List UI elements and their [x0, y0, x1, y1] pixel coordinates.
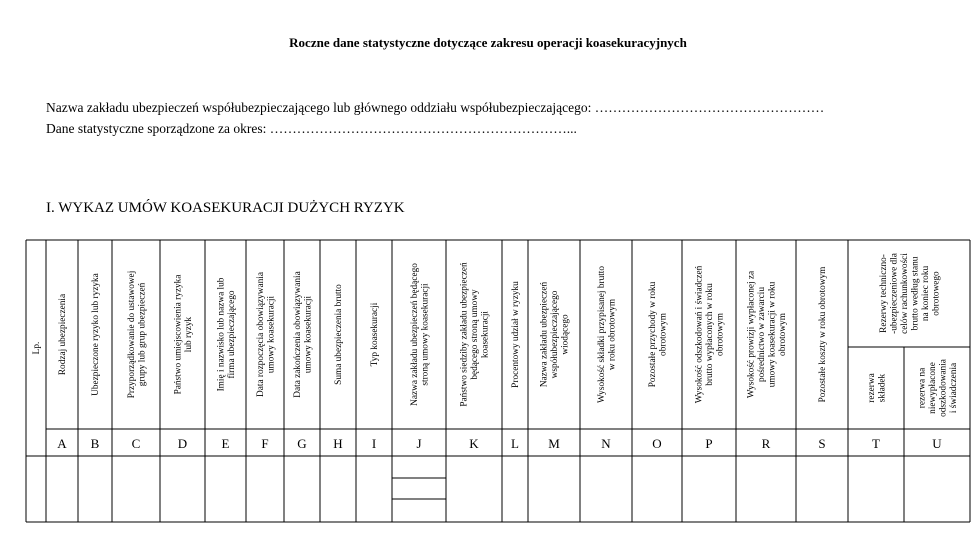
column-letter-c: C — [131, 436, 141, 451]
column-letter-m: M — [548, 436, 560, 451]
column-letter-k: K — [469, 436, 479, 451]
column-letter-g: G — [297, 436, 307, 451]
column-header-o — [648, 281, 669, 387]
column-header-k-line: Państwo siedziby zakładu ubezpieczeń — [459, 262, 470, 407]
column-header-m-line: Nazwa zakładu ubezpieczeń — [539, 281, 550, 388]
column-header-line: rezerwa na — [917, 367, 928, 409]
period-dots: …………………………………………………………... — [269, 121, 577, 136]
column-header-r — [746, 271, 788, 398]
column-header-h — [334, 284, 344, 385]
column-header-g-line: Data zakończenia obowiązywania — [292, 271, 303, 398]
reserves-header-line: na koniec roku — [920, 265, 931, 322]
column-header-a-line: Rodzaj ubezpieczenia — [58, 293, 69, 376]
reserves-header-line: brutto według stanu — [910, 256, 921, 331]
column-header-line: składek — [877, 373, 888, 403]
column-letter-p: P — [705, 436, 713, 451]
column-header-h-line: Suma ubezpieczenia brutto — [334, 284, 345, 385]
column-letter-l: L — [511, 436, 519, 451]
column-letter-t: T — [872, 436, 880, 451]
column-header-u — [917, 359, 959, 417]
column-header-p — [695, 265, 726, 403]
insurer-name-dots: …………………………………………… — [594, 100, 825, 115]
column-header-b-line: Ubezpieczone ryzyko lub ryzyka — [91, 273, 102, 396]
column-header-o-line: obrotowym — [658, 313, 669, 356]
column-header-g — [293, 271, 314, 397]
column-letter-i: I — [371, 436, 377, 451]
column-header-c — [127, 271, 148, 399]
column-header-k-line: koasekuracji — [480, 311, 491, 358]
lp-header — [32, 342, 42, 355]
column-header-i — [370, 302, 380, 366]
column-header-k — [460, 262, 491, 407]
column-header-l-line: Procentowy udział w ryzyku — [511, 281, 522, 388]
lp-header-line: Lp. — [32, 341, 43, 355]
column-header-e-line: firma ubezpieczającego — [226, 290, 237, 379]
reserves-header-line: -ubezpieczeniowe dla — [889, 253, 900, 334]
column-header-d-line: lub ryzyk — [183, 316, 194, 353]
column-header-o-line: Pozostałe przychody w roku — [647, 281, 658, 388]
column-letter-b: B — [90, 436, 100, 451]
column-header-m-line: współubezpieczającego — [550, 290, 561, 379]
column-header-n — [597, 266, 618, 403]
column-header-f-line: Data rozpoczęcia obowiązywania — [255, 272, 266, 397]
insurer-name-label: Nazwa zakładu ubezpieczeń współubezpieczającego lub głównego oddziału współubezpieczającego: — [46, 100, 592, 115]
column-header-d — [173, 275, 194, 395]
column-header-l — [511, 281, 521, 388]
column-header-t — [867, 373, 888, 402]
column-letter-d: D — [177, 436, 188, 451]
column-letter-f: F — [261, 436, 269, 451]
column-header-c-line: grupy lub grup ubezpieczeń — [137, 282, 148, 387]
column-letter-r: R — [761, 436, 771, 451]
column-header-e-line: Imię i nazwisko lub nazwa lub — [216, 277, 227, 392]
column-header-r-line: pośrednictwo w zawarciu — [756, 287, 767, 382]
column-header-line: i świadczenia — [948, 362, 959, 414]
column-header-s-line: Pozostałe koszty w roku obrotowym — [818, 266, 829, 403]
column-header-r-line: Wysokość prowizji wypłaconej za — [746, 270, 757, 399]
column-header-f-line: umowy koasekuracji — [266, 295, 277, 374]
document-title: Roczne dane statystyczne dotyczące zakresu operacji koasekuracyjnych — [289, 35, 687, 50]
column-header-g-line: umowy koasekuracji — [303, 295, 314, 374]
column-header-r-line: umowy koasekuracji w roku — [767, 281, 778, 388]
column-letter-j: J — [416, 436, 422, 451]
column-letter-o: O — [652, 436, 662, 451]
column-header-e — [216, 277, 237, 391]
column-header-d-line: Państwo umiejscowienia ryzyka — [173, 274, 184, 395]
column-header-p-line: obrotowym — [715, 313, 726, 356]
column-header-j — [410, 263, 431, 406]
column-letter-e: E — [221, 436, 230, 451]
period-label: Dane statystyczne sporządzone za okres: — [46, 121, 267, 136]
column-header-r-line: obrotowym — [777, 313, 788, 356]
column-header-m — [540, 282, 571, 388]
column-header-n-line: Wysokość składki przypisanej brutto — [596, 265, 607, 404]
column-header-line: niewypłacone — [927, 362, 938, 414]
column-letter-s: S — [818, 436, 826, 451]
column-header-j-line: Nazwa zakładu ubezpieczeń będącego — [409, 263, 420, 406]
column-header-b — [91, 273, 101, 396]
column-header-k-line: będącego stroną umowy — [470, 289, 481, 380]
reserves-header-line: celów rachunkowości — [899, 253, 910, 334]
column-header-p-line: Wysokość odszkodowań i świadczeń — [694, 265, 705, 404]
column-header-j-line: stroną umowy koasekuracji — [420, 283, 431, 386]
reserves-header-line: obrotowego — [931, 271, 942, 316]
column-header-c-line: Przyporządkowanie do ustawowej — [126, 270, 137, 399]
column-header-line: odszkodowania — [938, 359, 949, 417]
reserves-group-header — [879, 253, 942, 334]
reserves-header-line: Rezerwy techniczno- — [878, 254, 889, 333]
column-header-a — [58, 294, 68, 375]
column-header-s — [818, 266, 828, 403]
section-title: I. WYKAZ UMÓW KOASEKURACJI DUŻYCH RYZYK — [46, 200, 405, 216]
column-header-n-line: w roku obrotowym — [607, 298, 618, 371]
column-letter-h: H — [333, 436, 343, 451]
column-letter-u: U — [932, 436, 942, 451]
column-header-p-line: brutto wypłaconych w roku — [705, 283, 716, 386]
column-letter-a: A — [57, 436, 67, 451]
column-header-line: rezerwa — [866, 373, 877, 403]
column-header-m-line: wiodącego — [560, 314, 571, 355]
column-header-f — [256, 272, 277, 397]
column-letter-n: N — [601, 436, 611, 451]
column-header-i-line: Typ koasekuracji — [370, 302, 381, 367]
